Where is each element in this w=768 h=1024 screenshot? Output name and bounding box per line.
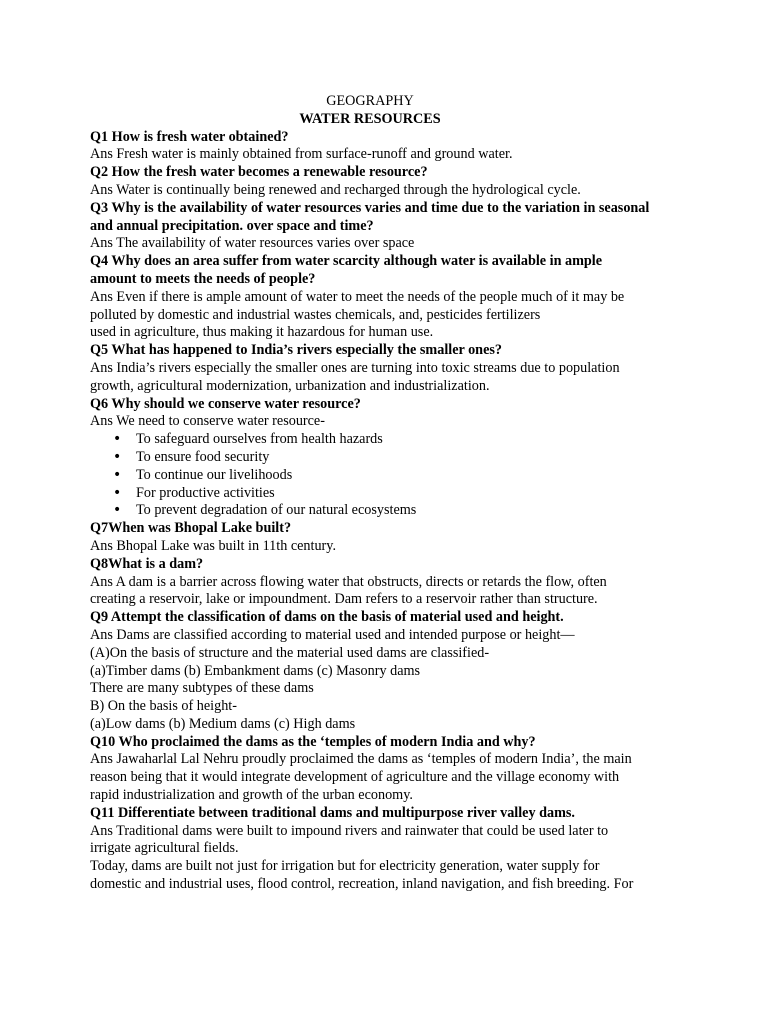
answer-4-continued: used in agriculture, thus making it hazardous for human use. [90, 324, 434, 341]
answer-9-line: (a)Low dams (b) Medium dams (c) High dams [90, 715, 356, 732]
bullet-item: • To prevent degradation of our natural ecosystems [136, 502, 650, 520]
question-1: Q1 How is fresh water obtained? [90, 128, 289, 145]
answer-4: Ans Even if there is ample amount of water to meet the needs of the people much of it may be polluted by domestic and industrial wastes chemicals, and, pesticides fertilizers [90, 288, 625, 323]
question-4: Q4 Why does an area suffer from water scarcity although water is available in ample amount to meets the needs of people? [90, 253, 603, 287]
bullet-item: • To ensure food security [136, 449, 650, 467]
answer-6: Ans We need to conserve water resource- [90, 413, 325, 430]
question-10: Q10 Who proclaimed the dams as the ‘temples of modern India and why? [90, 733, 536, 750]
answer-9-line: (A)On the basis of structure and the material used dams are classified- [90, 644, 490, 661]
page-title: WATER RESOURCES [299, 110, 441, 127]
answer-9-line: B) On the basis of height- [90, 698, 237, 715]
answer-1: Ans Fresh water is mainly obtained from surface-runoff and ground water. [90, 146, 513, 163]
question-8: Q8What is a dam? [90, 555, 204, 572]
answer-6-bullet-list [90, 431, 650, 520]
answer-10: Ans Jawaharlal Lal Nehru proudly proclaimed the dams as ‘temples of modern India’, the main reason being that it would integrate development of agriculture and the village economy with rapid industrialization and growth of the urban economy. [90, 751, 632, 804]
answer-5: Ans India’s rivers especially the smaller ones are turning into toxic streams due to population growth, agricultural modernization, urbanization and industrialization. [90, 359, 620, 394]
answer-11-continued: Today, dams are built not just for irrigation but for electricity generation, water supply for domestic and industrial uses, flood control, recreation, inland navigation, and fish breeding. For [90, 858, 634, 893]
answer-9-line: Ans Dams are classified according to material used and intended purpose or height— [90, 626, 575, 643]
answer-9-line: (a)Timber dams (b) Embankment dams (c) Masonry dams [90, 662, 421, 679]
answer-7: Ans Bhopal Lake was built in 11th century. [90, 537, 337, 554]
answer-9-line: There are many subtypes of these dams [90, 680, 314, 697]
question-9: Q9 Attempt the classification of dams on the basis of material used and height. [90, 609, 564, 626]
bullet-item: • For productive activities [136, 485, 650, 503]
document-page [90, 93, 650, 894]
answer-3: Ans The availability of water resources varies over space [90, 235, 415, 252]
question-2: Q2 How the fresh water becomes a renewable resource? [90, 164, 428, 181]
question-11: Q11 Differentiate between traditional dams and multipurpose river valley dams. [90, 804, 575, 821]
answer-2: Ans Water is continually being renewed and recharged through the hydrological cycle. [90, 181, 581, 198]
answer-8: Ans A dam is a barrier across flowing water that obstructs, directs or retards the flow, often creating a reservoir, lake or impoundment. Dam refers to a reservoir rather than structure. [90, 573, 607, 608]
question-6: Q6 Why should we conserve water resource? [90, 395, 361, 412]
bullet-item: • To safeguard ourselves from health hazards [136, 431, 650, 449]
answer-11: Ans Traditional dams were built to impound rivers and rainwater that could be used later to irrigate agricultural fields. [90, 822, 609, 857]
question-3: Q3 Why is the availability of water resources varies and time due to the variation in seasonal and annual precipitation. over space and time? [90, 199, 650, 234]
question-5: Q5 What has happened to India’s rivers especially the smaller ones? [90, 342, 502, 359]
bullet-item: • To continue our livelihoods [136, 467, 650, 485]
subject-heading: GEOGRAPHY [326, 93, 414, 109]
question-7: Q7When was Bhopal Lake built? [90, 520, 292, 537]
